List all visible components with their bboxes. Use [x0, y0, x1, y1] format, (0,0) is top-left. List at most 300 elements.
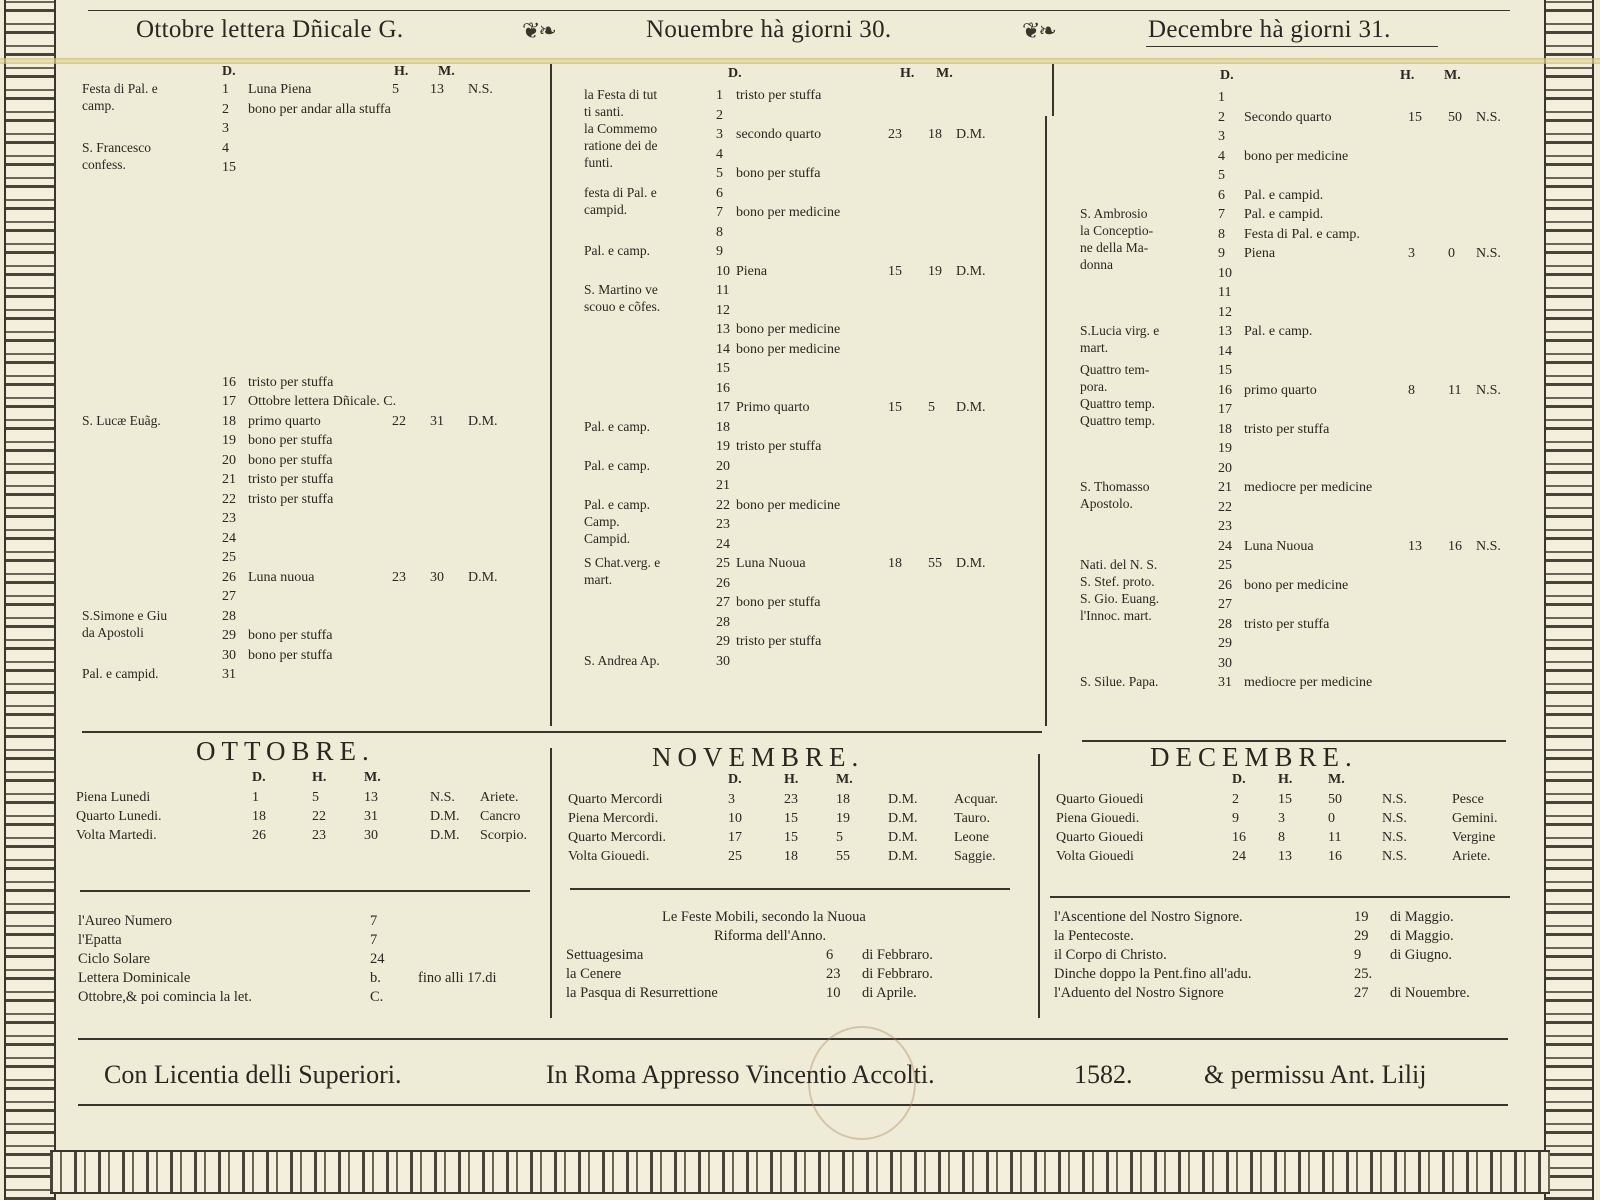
- hour-value: 15: [888, 400, 902, 415]
- rule-footer-mid: [570, 888, 1010, 890]
- day-number: 3: [1218, 129, 1225, 144]
- phase-hour: 15: [784, 830, 798, 845]
- minute-value: 31: [430, 413, 444, 429]
- feast-date-row: [1054, 908, 1514, 927]
- day-note: tristo per stuffa: [1244, 421, 1330, 437]
- day-row: [716, 145, 1036, 165]
- day-note: tristo per stuffa: [736, 439, 822, 454]
- day-number: 2: [716, 107, 723, 123]
- phase-col-h: H.: [312, 770, 327, 785]
- day-number: 27: [1218, 597, 1232, 612]
- day-number: 26: [222, 569, 236, 585]
- day-row: [222, 100, 542, 120]
- license-text: Con Licentia delli Superiori.: [104, 1060, 402, 1089]
- day-row: [222, 236, 542, 256]
- phase-day: 1: [252, 790, 259, 805]
- minute-value: 11: [1448, 382, 1462, 398]
- day-row: [1218, 478, 1518, 498]
- day-number: 19: [222, 433, 236, 448]
- day-row: [222, 568, 542, 588]
- day-number: 28: [716, 614, 730, 630]
- phase-label: Volta Giouedi: [1056, 849, 1134, 864]
- day-row: [222, 158, 542, 178]
- phase-day: 17: [728, 830, 742, 845]
- phase-minute: 31: [364, 809, 378, 824]
- day-number: 9: [1218, 246, 1225, 261]
- computus-row-label: l'Aureo Numero: [78, 913, 173, 929]
- computus-list: [78, 912, 538, 1007]
- zodiac-sign: Cancro: [480, 809, 521, 824]
- day-row: [1218, 147, 1518, 167]
- day-note: Secondo quarto: [1244, 109, 1332, 125]
- day-note: bono per stuffa: [248, 647, 333, 663]
- day-row: [222, 509, 542, 529]
- day-number: 6: [716, 185, 723, 201]
- day-number: 26: [1218, 577, 1232, 593]
- phase-col-m: M.: [836, 772, 853, 787]
- time-suffix: N.S.: [1476, 109, 1501, 125]
- phase-row: [1056, 809, 1516, 828]
- rule-footer-left: [80, 890, 530, 892]
- phase-suffix: N.S.: [430, 790, 455, 805]
- day-note: bono per stuffa: [736, 595, 821, 610]
- feast-date-row: [1054, 927, 1514, 946]
- day-row: [1218, 537, 1518, 557]
- day-number: 9: [716, 244, 723, 259]
- phase-day: 26: [252, 828, 266, 843]
- day-row: [1218, 186, 1518, 206]
- time-suffix: N.S.: [1476, 538, 1501, 554]
- computus-row-label: Ottobre,& poi comincia la let.: [78, 989, 252, 1005]
- day-number: 28: [222, 608, 236, 624]
- feast-label: Quattro tem- pora. Quattro temp. Quattro temp.: [1080, 362, 1155, 428]
- zodiac-sign: Scorpio.: [480, 828, 528, 843]
- computus-row-value: 24: [370, 951, 385, 967]
- day-number: 30: [222, 647, 236, 663]
- day-row: [716, 574, 1036, 594]
- day-row: [222, 217, 542, 237]
- day-row: [222, 607, 542, 627]
- phase-suffix: N.S.: [1382, 830, 1407, 845]
- phase-hour: 23: [784, 792, 798, 807]
- phase-minute: 19: [836, 811, 850, 826]
- day-note: Piena: [736, 263, 768, 279]
- day-number: 17: [222, 394, 236, 409]
- day-row: [716, 301, 1036, 321]
- day-row: [1218, 400, 1518, 420]
- day-number: 21: [222, 472, 236, 487]
- hour-value: 23: [888, 127, 902, 142]
- day-number: 30: [1218, 655, 1232, 671]
- day-row: [716, 281, 1036, 301]
- day-number: 11: [1218, 285, 1232, 300]
- feast-label: la Festa di tut ti santi. la Commemo ratione dei de funti.: [584, 87, 658, 170]
- day-row: [716, 106, 1036, 126]
- computus-row-label: Ciclo Solare: [78, 951, 151, 967]
- day-row: [222, 470, 542, 490]
- phase-hour: 18: [784, 849, 798, 864]
- day-note: Luna Nuoua: [736, 556, 806, 571]
- day-number: 2: [222, 101, 229, 117]
- phase-minute: 16: [1328, 849, 1342, 864]
- feast-label: S. Andrea Ap.: [584, 652, 660, 668]
- day-number: 20: [222, 452, 236, 468]
- feast-label: Pal. e camp.: [584, 418, 650, 434]
- day-note: Pal. e campid.: [1244, 207, 1324, 222]
- phase-label: Quarto Giouedi: [1056, 792, 1144, 807]
- day-row: [716, 164, 1036, 184]
- day-row: [222, 256, 542, 276]
- day-number: 8: [716, 224, 723, 240]
- time-suffix: N.S.: [1476, 246, 1501, 261]
- zodiac-sign: Tauro.: [954, 811, 990, 826]
- day-number: 24: [716, 536, 730, 552]
- day-note: bono per medicine: [1244, 148, 1349, 164]
- phase-minute: 50: [1328, 792, 1342, 807]
- day-number: 2: [1218, 109, 1225, 125]
- rule-bottom-2: [78, 1104, 1508, 1106]
- phase-suffix: N.S.: [1382, 811, 1407, 826]
- hour-value: 13: [1408, 538, 1422, 554]
- day-row: [1218, 420, 1518, 440]
- feast-label: S. Martino ve scouo e cõfes.: [584, 282, 661, 314]
- day-number: 1: [1218, 90, 1225, 105]
- day-row: [716, 359, 1036, 379]
- phase-day: 24: [1232, 849, 1246, 864]
- ornament-right: ❦❧: [1022, 18, 1055, 43]
- movable-feasts: [566, 908, 1036, 1003]
- phase-row: [76, 807, 536, 826]
- divider-nov-dec: [1045, 116, 1047, 726]
- day-number: 8: [1218, 226, 1225, 242]
- day-number: 22: [1218, 499, 1232, 515]
- feast-label: festa di Pal. e campid.: [584, 184, 657, 217]
- zodiac-sign: Saggie.: [954, 849, 996, 864]
- november-moon-phases: [568, 772, 1038, 866]
- phase-label: Piena Giouedi.: [1056, 811, 1140, 826]
- feast-label: S. Silue. Papa.: [1080, 674, 1159, 689]
- phase-hour: 13: [1278, 849, 1292, 864]
- day-number: 29: [222, 628, 236, 643]
- day-note: tristo per stuffa: [736, 634, 822, 649]
- phase-row: [76, 788, 536, 807]
- hour-value: 15: [888, 263, 902, 279]
- phase-row: [568, 809, 1038, 828]
- day-row: [716, 535, 1036, 555]
- phase-hour: 8: [1278, 830, 1285, 845]
- october-days: [222, 80, 542, 685]
- day-row: [1218, 283, 1518, 303]
- day-row: [1218, 166, 1518, 186]
- day-row: [222, 197, 542, 217]
- phase-day: 18: [252, 809, 266, 824]
- day-number: 6: [1218, 187, 1225, 203]
- day-number: 16: [222, 374, 236, 390]
- day-note: Pal. e camp.: [1244, 324, 1313, 339]
- day-row: [222, 451, 542, 471]
- computus-row-extra: fino alli 17.di: [418, 970, 497, 986]
- day-number: 7: [1218, 207, 1225, 222]
- day-number: 12: [716, 302, 730, 318]
- day-row: [1218, 556, 1518, 576]
- ornament-left: ❦❧: [522, 18, 555, 43]
- day-note: Festa di Pal. e camp.: [1244, 226, 1360, 242]
- day-row: [222, 80, 542, 100]
- phase-row: [76, 826, 536, 845]
- year-text: 1582.: [1074, 1060, 1133, 1089]
- day-row: [1218, 342, 1518, 362]
- computus-row: [78, 912, 538, 931]
- november-header: Nouembre hà giorni 30.: [646, 16, 892, 43]
- feast-label: Nati. del N. S. S. Stef. proto. S. Gio. Euang. l'Innoc. mart.: [1080, 557, 1160, 623]
- movable-feast-row-label: Settuagesima: [566, 947, 644, 963]
- day-row: [1218, 303, 1518, 323]
- day-row: [716, 242, 1036, 262]
- day-row: [222, 646, 542, 666]
- time-suffix: D.M.: [956, 556, 986, 571]
- phase-hour: 23: [312, 828, 326, 843]
- day-row: [222, 275, 542, 295]
- feast-date-row-extra: di Maggio.: [1390, 928, 1454, 944]
- phase-row: [568, 790, 1038, 809]
- day-row: [716, 418, 1036, 438]
- movable-feast-row-label: la Pasqua di Resurrettione: [566, 985, 718, 1001]
- day-row: [716, 398, 1036, 418]
- hour-value: 8: [1408, 382, 1415, 398]
- day-number: 25: [716, 556, 730, 571]
- day-number: 18: [222, 413, 236, 429]
- day-note: mediocre per medicine: [1244, 675, 1373, 690]
- phase-day: 2: [1232, 792, 1239, 807]
- phase-minute: 13: [364, 790, 378, 805]
- day-note: tristo per stuffa: [736, 88, 822, 103]
- day-note: Luna nuoua: [248, 569, 315, 585]
- phase-day: 25: [728, 849, 742, 864]
- feast-label: Pal. e camp.: [584, 243, 650, 258]
- minute-value: 13: [430, 82, 444, 97]
- computus-row: [78, 950, 538, 969]
- divider-summary-1: [550, 748, 552, 1018]
- phase-suffix: N.S.: [1382, 792, 1407, 807]
- day-note: bono per medicine: [736, 205, 841, 220]
- day-row: [1218, 322, 1518, 342]
- computus-row-value: 7: [370, 913, 378, 929]
- phase-row: [568, 847, 1038, 866]
- day-number: 24: [1218, 538, 1232, 554]
- october-summary-title: OTTOBRE.: [196, 736, 375, 766]
- minute-value: 19: [928, 263, 942, 279]
- zodiac-sign: Acquar.: [954, 792, 998, 807]
- feast-date-row-extra: di Maggio.: [1390, 909, 1454, 925]
- phase-label: Volta Martedi.: [76, 828, 157, 843]
- november-summary-title: NOVEMBRE.: [652, 742, 865, 772]
- zodiac-sign: Gemini.: [1452, 811, 1498, 826]
- day-number: 26: [716, 575, 730, 591]
- phase-col-h: H.: [784, 772, 799, 787]
- phase-label: Volta Giouedi.: [568, 849, 650, 864]
- feast-label: Pal. e camp.: [584, 457, 650, 473]
- movable-feast-row-extra: di Febbraro.: [862, 966, 933, 982]
- minute-value: 55: [928, 556, 942, 571]
- day-number: 4: [222, 140, 229, 156]
- dec-col-d: D.: [1220, 68, 1234, 83]
- time-suffix: N.S.: [468, 82, 493, 97]
- day-row: [1218, 127, 1518, 147]
- computus-row: [78, 969, 538, 988]
- day-number: 18: [716, 419, 730, 435]
- feast-date-row-label: l'Ascentione del Nostro Signore.: [1054, 909, 1243, 925]
- day-number: 30: [716, 653, 730, 669]
- december-header: Decembre hà giorni 31.: [1148, 16, 1391, 43]
- hour-value: 3: [1408, 246, 1415, 261]
- movable-feast-row-value: 23: [826, 966, 841, 982]
- rule-footer-right: [1050, 896, 1510, 898]
- day-note: Primo quarto: [736, 400, 810, 415]
- phase-suffix: D.M.: [888, 849, 918, 864]
- computus-row-value: C.: [370, 989, 384, 1005]
- feast-date-row-value: 25.: [1354, 966, 1373, 982]
- hour-value: 23: [392, 569, 406, 585]
- day-row: [716, 437, 1036, 457]
- day-number: 1: [716, 88, 723, 103]
- day-row: [716, 125, 1036, 145]
- day-row: [222, 431, 542, 451]
- day-number: 27: [222, 589, 236, 604]
- day-row: [716, 86, 1036, 106]
- time-suffix: D.M.: [956, 127, 986, 142]
- day-number: 7: [716, 205, 723, 220]
- dec-col-h: H.: [1400, 68, 1415, 83]
- day-row: [1218, 615, 1518, 635]
- day-row: [716, 340, 1036, 360]
- phase-col-d: D.: [252, 770, 266, 785]
- computus-row-value: 7: [370, 932, 378, 948]
- day-row: [222, 119, 542, 139]
- time-suffix: D.M.: [468, 413, 498, 429]
- day-number: 31: [1218, 675, 1232, 690]
- phase-day: 9: [1232, 811, 1239, 826]
- hour-value: 18: [888, 556, 902, 571]
- nov-col-d: D.: [728, 66, 742, 81]
- permission-text: & permissu Ant. Lilij: [1204, 1060, 1427, 1089]
- day-number: 27: [716, 595, 730, 610]
- day-row: [716, 476, 1036, 496]
- day-number: 16: [1218, 382, 1232, 398]
- day-row: [716, 593, 1036, 613]
- minute-value: 5: [928, 400, 935, 415]
- phase-minute: 5: [836, 830, 843, 845]
- feast-date-row-extra: di Giugno.: [1390, 947, 1453, 963]
- day-number: 19: [716, 439, 730, 454]
- day-note: bono per medicine: [736, 341, 841, 357]
- hour-value: 22: [392, 413, 406, 429]
- phase-hour: 3: [1278, 811, 1285, 826]
- day-number: 16: [716, 380, 730, 396]
- feast-date-row: [1054, 984, 1514, 1003]
- day-note: bono per medicine: [736, 322, 841, 337]
- day-row: [716, 496, 1036, 516]
- phase-day: 3: [728, 792, 735, 807]
- day-note: Luna Nuoua: [1244, 538, 1314, 554]
- phase-minute: 11: [1328, 830, 1342, 845]
- day-number: 1: [222, 82, 229, 97]
- feast-label: S. Ambrosio la Conceptio- ne della Ma- donna: [1080, 206, 1154, 272]
- day-note: Pal. e campid.: [1244, 187, 1324, 203]
- day-row: [1218, 361, 1518, 381]
- phase-row: [568, 828, 1038, 847]
- day-row: [222, 548, 542, 568]
- phase-suffix: D.M.: [430, 828, 460, 843]
- day-row: [1218, 654, 1518, 674]
- day-number: 23: [1218, 519, 1232, 534]
- hour-value: 5: [392, 82, 399, 97]
- day-note: tristo per stuffa: [248, 491, 334, 507]
- day-number: 14: [1218, 343, 1232, 359]
- feast-date-row-extra: di Nouembre.: [1390, 985, 1470, 1001]
- time-suffix: D.M.: [468, 569, 498, 585]
- day-number: 21: [1218, 480, 1232, 495]
- divider-oct-nov: [550, 64, 552, 726]
- oct-col-d: D.: [222, 64, 236, 79]
- day-note: primo quarto: [1244, 382, 1317, 398]
- day-row: [716, 515, 1036, 535]
- day-number: 3: [716, 127, 723, 142]
- day-number: 18: [1218, 421, 1232, 437]
- phase-minute: 18: [836, 792, 850, 807]
- rule-bottom-1: [78, 1038, 1508, 1040]
- phase-label: Quarto Giouedi: [1056, 830, 1144, 845]
- feast-date-row: [1054, 946, 1514, 965]
- day-row: [1218, 517, 1518, 537]
- phase-hour: 5: [312, 790, 319, 805]
- movable-feast-row: [566, 946, 1036, 965]
- day-number: 17: [716, 400, 730, 415]
- day-number: 10: [716, 263, 730, 279]
- phase-col-m: M.: [1328, 772, 1345, 787]
- computus-row-label: Lettera Dominicale: [78, 970, 191, 986]
- day-row: [222, 490, 542, 510]
- day-note: primo quarto: [248, 413, 321, 429]
- day-number: 19: [1218, 441, 1232, 456]
- day-number: 21: [716, 478, 730, 493]
- minute-value: 0: [1448, 246, 1455, 261]
- october-moon-phases: [76, 770, 536, 845]
- december-days: [1218, 88, 1518, 693]
- day-row: [222, 353, 542, 373]
- day-row: [222, 412, 542, 432]
- day-number: 5: [1218, 168, 1225, 183]
- feast-date-row-label: l'Aduento del Nostro Signore: [1054, 985, 1224, 1001]
- phase-hour: 15: [1278, 792, 1292, 807]
- day-row: [1218, 205, 1518, 225]
- day-note: mediocre per medicine: [1244, 480, 1373, 495]
- day-number: 22: [716, 497, 730, 513]
- zodiac-sign: Pesce: [1452, 792, 1484, 807]
- day-number: 3: [222, 121, 229, 136]
- minute-value: 16: [1448, 538, 1462, 554]
- feast-date-row-label: Dinche doppo la Pent.fino all'adu.: [1054, 966, 1252, 982]
- feast-date-row-label: il Corpo di Christo.: [1054, 947, 1167, 963]
- day-note: Piena: [1244, 246, 1276, 261]
- day-number: 15: [222, 160, 236, 175]
- day-row: [222, 139, 542, 159]
- day-note: bono per stuffa: [248, 433, 333, 448]
- minute-value: 30: [430, 569, 444, 585]
- day-number: 20: [716, 458, 730, 474]
- feast-label: S.Lucia virg. e mart.: [1080, 323, 1160, 355]
- divider-summary-2: [1038, 754, 1040, 1018]
- day-number: 15: [1218, 363, 1232, 378]
